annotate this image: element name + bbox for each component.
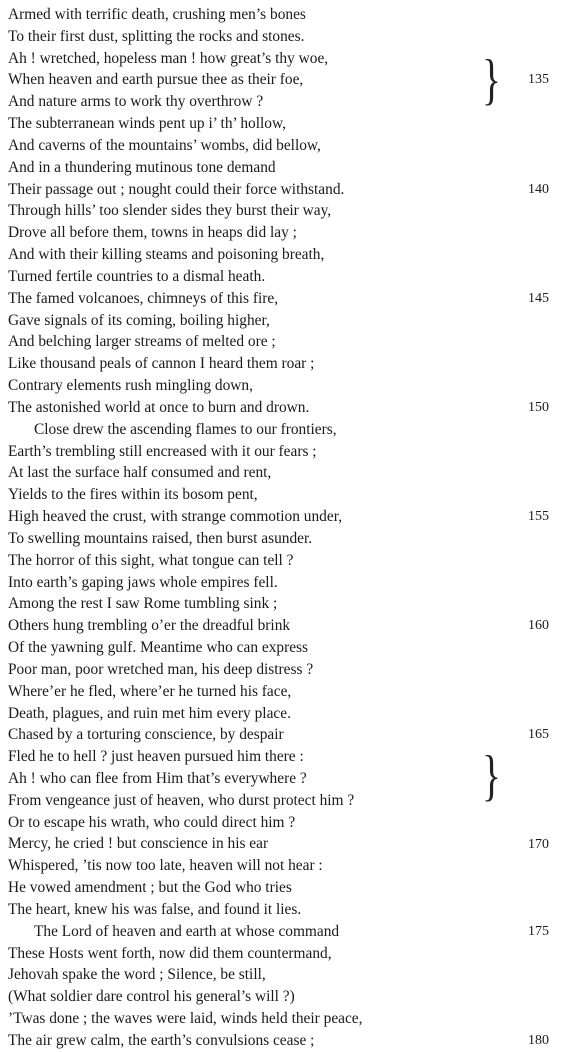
poem-line <box>8 768 508 790</box>
poem-line <box>8 179 508 201</box>
line-text: (What soldier dare control his general’s will ?) <box>8 988 295 1006</box>
poem-line <box>8 528 508 550</box>
line-text: From vengeance just of heaven, who durst protect him ? <box>8 791 355 809</box>
poem-line <box>8 1030 508 1052</box>
line-number: 140 <box>528 181 549 197</box>
line-number: 145 <box>528 290 549 306</box>
poem-line <box>8 943 508 965</box>
line-text: And caverns of the mountains’ wombs, did bellow, <box>8 136 321 154</box>
poem-line <box>8 855 508 877</box>
line-text: Their passage out ; nought could their force withstand. <box>8 180 345 198</box>
line-text: Mercy, he cried ! but conscience in his ear <box>8 835 269 853</box>
line-text: Contrary elements rush mingling down, <box>8 377 253 395</box>
line-number: 160 <box>528 618 549 634</box>
poem-line <box>8 812 508 834</box>
line-text: When heaven and earth pursue thee as their foe, <box>8 71 304 89</box>
poem-line <box>8 1008 508 1030</box>
triplet-brace: } <box>482 49 501 111</box>
poem-line <box>8 506 508 528</box>
line-text: Chased by a torturing conscience, by despair <box>8 726 284 744</box>
poem-line <box>8 222 508 244</box>
poem-line <box>8 135 508 157</box>
poem-line <box>8 921 508 943</box>
poem-line <box>8 310 508 332</box>
poem-line <box>8 4 508 26</box>
poem-line <box>8 833 508 855</box>
poem-line <box>8 266 508 288</box>
line-text: Turned fertile countries to a dismal heath. <box>8 267 266 285</box>
line-text: Or to escape his wrath, who could direct him ? <box>8 813 296 831</box>
poem-line <box>8 353 508 375</box>
poem-line <box>8 375 508 397</box>
line-text: The famed volcanoes, chimneys of this fire, <box>8 289 279 307</box>
line-text: The horror of this sight, what tongue can tell ? <box>8 551 294 569</box>
poem-line <box>8 877 508 899</box>
line-text: The subterranean winds pent up i’ th’ hollow, <box>8 115 286 133</box>
line-text: Into earth’s gaping jaws whole empires fell. <box>8 573 278 591</box>
line-text: Through hills’ too slender sides they burst their way, <box>8 202 332 220</box>
poem-line <box>8 615 508 637</box>
poem-line <box>8 200 508 222</box>
line-text: These Hosts went forth, now did them countermand, <box>8 944 332 962</box>
poem-line <box>8 244 508 266</box>
poem-line <box>8 441 508 463</box>
line-text: Whispered, ’tis now too late, heaven will not hear : <box>8 857 323 875</box>
line-number: 175 <box>528 923 549 939</box>
line-text: The air grew calm, the earth’s convulsions cease ; <box>8 1031 315 1049</box>
line-text: He vowed amendment ; but the God who tries <box>8 879 292 897</box>
line-text: Fled he to hell ? just heaven pursued him there : <box>8 748 304 766</box>
poem-line <box>8 69 508 91</box>
poem-line <box>8 91 508 113</box>
poem-line <box>8 790 508 812</box>
line-text: Yields to the fires within its bosom pent, <box>8 486 258 504</box>
line-text: Of the yawning gulf. Meantime who can express <box>8 639 309 657</box>
poem-line <box>8 397 508 419</box>
line-text: The astonished world at once to burn and drown. <box>8 398 310 416</box>
poem-line <box>8 550 508 572</box>
poem-line <box>8 681 508 703</box>
line-text: Others hung trembling o’er the dreadful brink <box>8 617 291 635</box>
line-number: 135 <box>528 72 549 88</box>
poem-line <box>8 899 508 921</box>
line-text: Like thousand peals of cannon I heard them roar ; <box>8 355 315 373</box>
line-text: And belching larger streams of melted ore ; <box>8 333 276 351</box>
line-number: 155 <box>528 509 549 525</box>
line-text: Gave signals of its coming, boiling higher, <box>8 311 270 329</box>
poem-line <box>8 484 508 506</box>
line-number: 180 <box>528 1033 549 1048</box>
poem-line <box>8 113 508 135</box>
line-text: To swelling mountains raised, then burst asunder. <box>8 529 313 547</box>
line-number: 165 <box>528 727 549 743</box>
line-number: 170 <box>528 836 549 852</box>
poem-line <box>8 572 508 594</box>
line-text: Death, plagues, and ruin met him every place. <box>8 704 291 722</box>
poem-line <box>8 331 508 353</box>
poem-line <box>8 746 508 768</box>
line-number: 150 <box>528 399 549 415</box>
line-text: Poor man, poor wretched man, his deep distress ? <box>8 660 314 678</box>
poem-line <box>8 637 508 659</box>
poem-line <box>8 724 508 746</box>
poem-line <box>8 157 508 179</box>
poem-line <box>8 703 508 725</box>
line-text: Among the rest I saw Rome tumbling sink ; <box>8 595 278 613</box>
line-text: Close drew the ascending flames to our frontiers, <box>34 420 337 438</box>
line-text: Where’er he fled, where’er he turned his face, <box>8 682 292 700</box>
line-text: And with their killing steams and poisoning breath, <box>8 246 325 264</box>
line-text: ’Twas done ; the waves were laid, winds held their peace, <box>8 1010 363 1028</box>
line-text: Armed with terrific death, crushing men’s bones <box>8 6 306 23</box>
line-text: Ah ! wretched, hopeless man ! how great’s thy woe, <box>8 49 329 67</box>
line-text: The heart, knew his was false, and found it lies. <box>8 900 302 918</box>
line-text: Jehovah spake the word ; Silence, be still, <box>8 966 266 984</box>
line-text: Drove all before them, towns in heaps did lay ; <box>8 224 297 242</box>
poem-line <box>8 48 508 70</box>
poem-lines <box>8 4 508 1052</box>
line-text: And nature arms to work thy overthrow ? <box>8 93 264 111</box>
line-text: Ah ! who can flee from Him that’s everywhere ? <box>8 769 307 787</box>
line-text: At last the surface half consumed and rent, <box>8 464 272 482</box>
line-text: High heaved the crust, with strange commotion under, <box>8 508 343 526</box>
poem-line <box>8 288 508 310</box>
poem-line <box>8 964 508 986</box>
line-text: Earth’s trembling still encreased with it our fears ; <box>8 442 317 460</box>
poem-line <box>8 659 508 681</box>
poem-line <box>8 26 508 48</box>
poem-line <box>8 593 508 615</box>
triplet-brace: } <box>482 745 501 807</box>
poem-line <box>8 419 508 441</box>
line-text: And in a thundering mutinous tone demand <box>8 158 276 176</box>
line-text: To their first dust, splitting the rocks and stones. <box>8 27 305 45</box>
poem-line <box>8 462 508 484</box>
line-text: The Lord of heaven and earth at whose command <box>34 922 340 940</box>
